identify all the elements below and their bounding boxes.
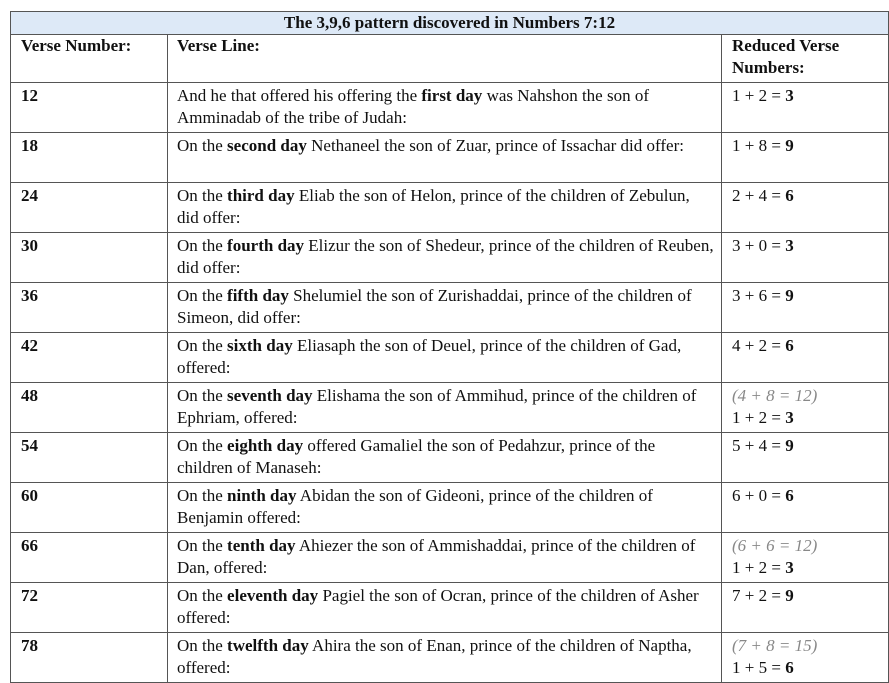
verse-line — [168, 183, 722, 233]
table-row — [11, 583, 889, 633]
table-row — [11, 483, 889, 533]
verse-line-pre: On the — [177, 536, 228, 555]
verse-number: 48 — [11, 383, 168, 433]
reduced-number — [722, 183, 889, 233]
verse-line-day: tenth day — [227, 536, 296, 555]
verse-line-pre: On the — [177, 386, 228, 405]
reduction-note: (4 + 8 = 12) — [732, 386, 818, 405]
verse-number: 12 — [11, 83, 168, 133]
reduction-expression: 7 + 2 = — [732, 586, 786, 605]
reduction-result: 9 — [785, 286, 794, 305]
reduction-calc — [732, 185, 888, 207]
verse-line-day: fourth day — [227, 236, 305, 255]
reduction-expression: 2 + 4 = — [732, 186, 786, 205]
verse-number: 24 — [11, 183, 168, 233]
verse-line — [168, 383, 722, 433]
reduction-calc — [732, 335, 888, 357]
verse-number: 72 — [11, 583, 168, 633]
reduction-expression: 1 + 5 = — [732, 658, 786, 677]
table-row — [11, 183, 889, 233]
reduction-expression: 6 + 0 = — [732, 486, 786, 505]
reduction-result: 3 — [785, 408, 794, 427]
table-row — [11, 133, 889, 183]
reduction-calc — [732, 485, 888, 507]
verse-line-day: ninth day — [227, 486, 297, 505]
reduction-result: 6 — [785, 336, 794, 355]
reduction-expression: 1 + 2 = — [732, 408, 786, 427]
header-reduced: Reduced Verse Numbers: — [722, 35, 889, 83]
verse-line — [168, 633, 722, 683]
reduced-number — [722, 283, 889, 333]
reduction-result: 3 — [785, 236, 794, 255]
verse-line-pre: On the — [177, 436, 228, 455]
reduction-calc — [732, 585, 888, 607]
verse-line-pre: On the — [177, 336, 228, 355]
verse-number: 42 — [11, 333, 168, 383]
verse-line-day: third day — [227, 186, 295, 205]
verse-line-post: Eliasaph the son of Deuel, prince of the children of Gad, offered: — [177, 336, 682, 377]
verse-line-post: Pagiel the son of Ocran, prince of the children of Asher offered: — [177, 586, 699, 627]
reduction-calc — [732, 657, 888, 679]
verse-line-pre: On the — [177, 586, 228, 605]
reduction-calc — [732, 285, 888, 307]
pattern-table — [10, 11, 889, 683]
reduced-number — [722, 533, 889, 583]
verse-line-day: fifth day — [227, 286, 289, 305]
reduction-expression: 5 + 4 = — [732, 436, 786, 455]
verse-line-day: seventh day — [227, 386, 313, 405]
table-row — [11, 533, 889, 583]
verse-number: 36 — [11, 283, 168, 333]
reduced-number — [722, 233, 889, 283]
verse-line-pre: On the — [177, 136, 228, 155]
verse-line-post: Elishama the son of Ammihud, prince of the children of Ephriam, offered: — [177, 386, 697, 427]
verse-line-day: first day — [421, 86, 483, 105]
reduction-result: 9 — [785, 436, 794, 455]
header-verse-line: Verse Line: — [168, 35, 722, 83]
reduction-calc — [732, 435, 888, 457]
verse-line-pre: On the — [177, 236, 228, 255]
table-row — [11, 633, 889, 683]
verse-line — [168, 483, 722, 533]
reduction-expression: 3 + 0 = — [732, 236, 786, 255]
reduction-expression: 1 + 2 = — [732, 558, 786, 577]
verse-line-pre: And he that offered his offering the — [177, 86, 422, 105]
reduction-note: (7 + 8 = 15) — [732, 636, 818, 655]
verse-number: 78 — [11, 633, 168, 683]
reduction-expression: 1 + 2 = — [732, 86, 786, 105]
table-row — [11, 233, 889, 283]
reduction-result: 3 — [785, 86, 794, 105]
table-row — [11, 83, 889, 133]
verse-line-post: Ahira the son of Enan, prince of the children of Naptha, offered: — [177, 636, 692, 677]
reduction-note: (6 + 6 = 12) — [732, 536, 818, 555]
verse-number: 60 — [11, 483, 168, 533]
reduced-number — [722, 633, 889, 683]
verse-line-post: Elizur the son of Shedeur, prince of the children of Reuben, did offer: — [177, 236, 714, 277]
verse-line-day: eighth day — [227, 436, 304, 455]
reduction-calc — [732, 135, 888, 157]
verse-line — [168, 333, 722, 383]
reduction-expression: 3 + 6 = — [732, 286, 786, 305]
verse-number: 66 — [11, 533, 168, 583]
verse-line — [168, 533, 722, 583]
reduction-result: 9 — [785, 586, 794, 605]
reduced-number — [722, 83, 889, 133]
verse-line-day: eleventh day — [227, 586, 319, 605]
reduced-number — [722, 133, 889, 183]
verse-line — [168, 583, 722, 633]
verse-number: 54 — [11, 433, 168, 483]
verse-line-post: Nethaneel the son of Zuar, prince of Issachar did offer: — [306, 136, 684, 155]
reduction-result: 6 — [785, 658, 794, 677]
reduction-expression: 1 + 8 = — [732, 136, 786, 155]
reduction-calc — [732, 235, 888, 257]
reduction-calc — [732, 557, 888, 579]
verse-line-post: Eliab the son of Helon, prince of the children of Zebulun, did offer: — [177, 186, 690, 227]
reduction-result: 6 — [785, 186, 794, 205]
header-verse-number: Verse Number: — [11, 35, 168, 83]
reduction-result: 3 — [785, 558, 794, 577]
reduction-expression: 4 + 2 = — [732, 336, 786, 355]
verse-line-post: was Nahshon the son of Amminadab of the tribe of Judah: — [177, 86, 649, 127]
verse-line — [168, 233, 722, 283]
reduction-calc — [732, 407, 888, 429]
verse-line-day: twelfth day — [227, 636, 309, 655]
reduced-number — [722, 433, 889, 483]
verse-line-day: second day — [227, 136, 307, 155]
verse-line — [168, 83, 722, 133]
reduced-number — [722, 483, 889, 533]
verse-line-post: Shelumiel the son of Zurishaddai, prince of the children of Simeon, did offer: — [177, 286, 692, 327]
verse-line-pre: On the — [177, 286, 228, 305]
reduction-result: 6 — [785, 486, 794, 505]
verse-line-pre: On the — [177, 186, 228, 205]
verse-line — [168, 133, 722, 183]
reduced-number — [722, 333, 889, 383]
verse-line-pre: On the — [177, 636, 228, 655]
verse-line-post: offered Gamaliel the son of Pedahzur, prince of the children of Manaseh: — [177, 436, 656, 477]
table-row — [11, 283, 889, 333]
reduction-calc — [732, 85, 888, 107]
reduction-result: 9 — [785, 136, 794, 155]
verse-line-post: Abidan the son of Gideoni, prince of the children of Benjamin offered: — [177, 486, 653, 527]
verse-line-post: Ahiezer the son of Ammishaddai, prince of the children of Dan, offered: — [177, 536, 696, 577]
table-row — [11, 433, 889, 483]
verse-line — [168, 433, 722, 483]
table-row — [11, 333, 889, 383]
verse-line-day: sixth day — [227, 336, 293, 355]
verse-number: 30 — [11, 233, 168, 283]
reduced-number — [722, 383, 889, 433]
table-title: The 3,9,6 pattern discovered in Numbers 7:12 — [11, 12, 889, 35]
verse-line — [168, 283, 722, 333]
reduced-number — [722, 583, 889, 633]
verse-line-pre: On the — [177, 486, 228, 505]
table-row — [11, 383, 889, 433]
verse-number: 18 — [11, 133, 168, 183]
